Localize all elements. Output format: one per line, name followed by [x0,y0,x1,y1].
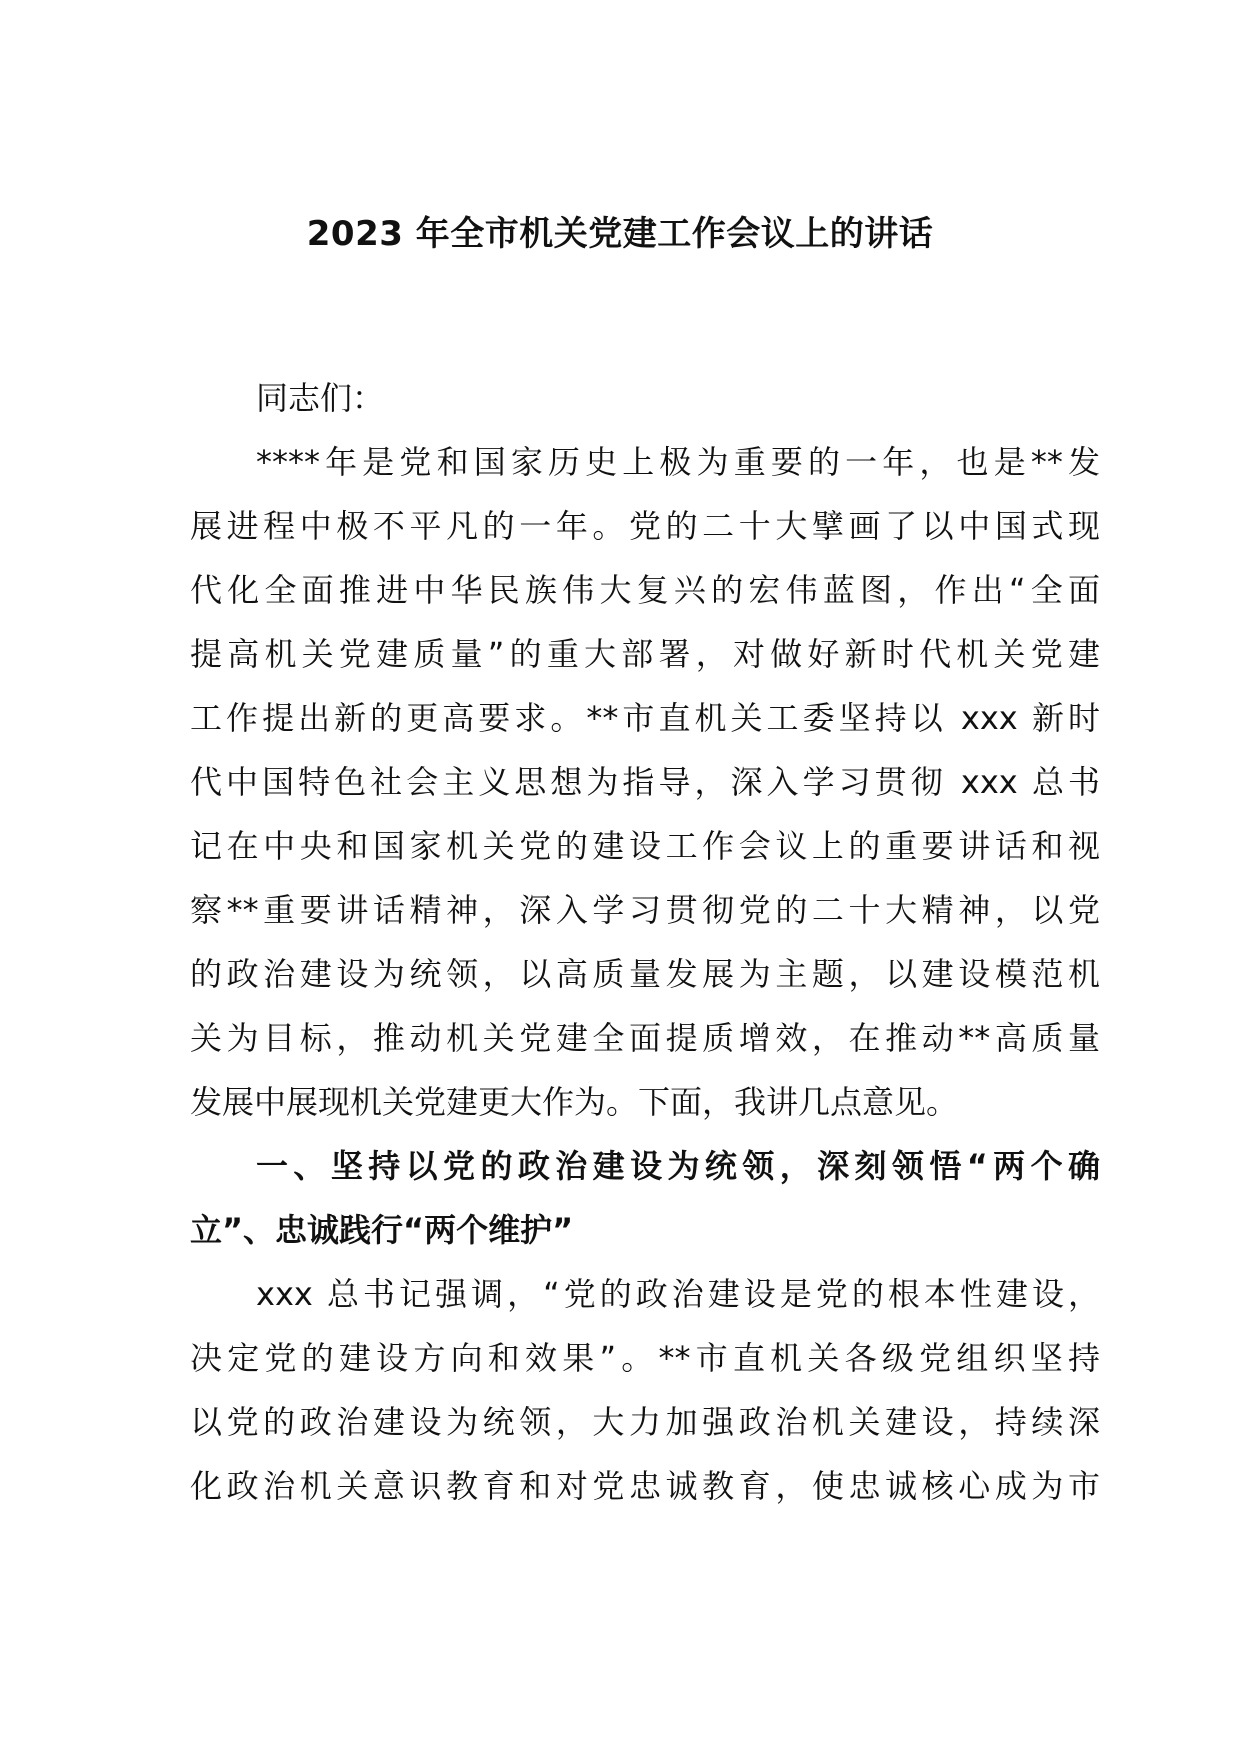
paragraph-line: 记在中央和国家机关党的建设工作会议上的重要讲话和视 [190,827,1100,865]
paragraph-line: 关为目标，推动机关党建全面提质增效，在推动**高质量 [190,1019,1100,1057]
paragraph-line: 代化全面推进中华民族伟大复兴的宏伟蓝图，作出“全面 [190,571,1100,609]
paragraph-line: 工作提出新的更高要求。**市直机关工委坚持以 xxx 新时 [190,699,1100,737]
salutation: 同志们： [256,379,385,417]
paragraph-line: xxx 总书记强调，“党的政治建设是党的根本性建设， [256,1275,1100,1313]
paragraph-line: 的政治建设为统领，以高质量发展为主题，以建设模范机 [190,955,1100,993]
paragraph-line: 提高机关党建质量”的重大部署，对做好新时代机关党建 [190,635,1100,673]
paragraph-line: 决定党的建设方向和效果”。**市直机关各级党组织坚持 [190,1339,1100,1377]
document-title: 2023 年全市机关党建工作会议上的讲话 [306,214,934,254]
paragraph-line: 发展中展现机关党建更大作为。下面，我讲几点意见。 [190,1083,959,1121]
section-heading: 立”、忠诚践行“两个维护” [190,1211,574,1249]
paragraph-line: ****年是党和国家历史上极为重要的一年，也是**发 [256,443,1100,481]
paragraph-line: 以党的政治建设为统领，大力加强政治机关建设，持续深 [190,1403,1100,1441]
paragraph-line: 察**重要讲话精神，深入学习贯彻党的二十大精神，以党 [190,891,1100,929]
paragraph-line: 化政治机关意识教育和对党忠诚教育，使忠诚核心成为市 [190,1467,1100,1505]
paragraph-line: 代中国特色社会主义思想为指导，深入学习贯彻 xxx 总书 [190,763,1100,801]
section-heading: 一、坚持以党的政治建设为统领，深刻领悟“两个确 [256,1147,1100,1185]
paragraph-line: 展进程中极不平凡的一年。党的二十大擘画了以中国式现 [190,507,1100,545]
